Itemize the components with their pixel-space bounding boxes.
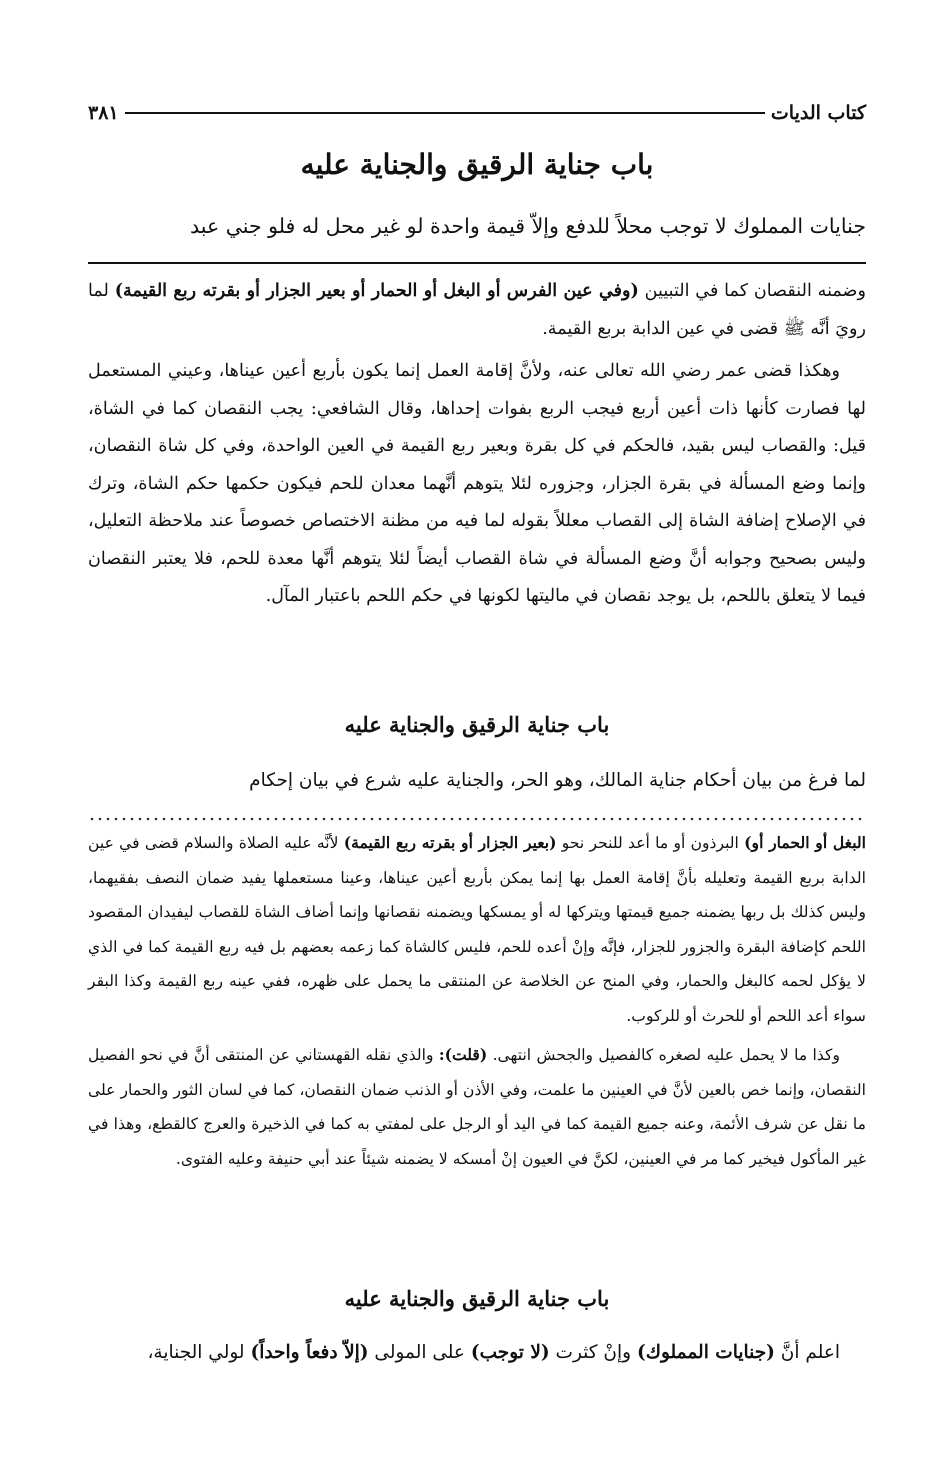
text-run: لما رويَ أنَّه ﷺ قضى في عين الدابة بربع القيمة. <box>88 281 866 339</box>
text-run: وكذا ما لا يحمل عليه لصغره كالفصيل والجحش انتهى. <box>487 1046 840 1064</box>
bold-text-run: (لا توجب) <box>470 1342 550 1363</box>
footnote-last-line <box>88 1334 866 1372</box>
bold-text-run: (قلت): <box>438 1045 488 1064</box>
footnote-separator <box>88 816 866 822</box>
footnote-paragraph <box>88 1334 866 1372</box>
text-run: اعلم أنَّ <box>774 1342 840 1363</box>
footnote-block <box>88 826 866 1176</box>
text-run: والذي نقله القهستاني عن المنتقى أنَّ في نحو الفصيل النقصان، وإنما خص بالعين لأنَّ في العينين ما علمت، وفي الأذن أو الذنب ضمان النقصان، كما في لسان الثور والحمار على ما نقل عن شرف الأئمة، وعنه جميع القيمة كما في اليد أو الرجل على لمفتي به كما في الذخيرة والعرج كالقطع، وهذا في غير المأكول فيخير كما مر في العينين، لكنَّ في العيون إنْ أمسكه لا يضمنه شيئاً عند أبي حنيفة وعليه الفتوى. <box>88 1046 866 1168</box>
commentary-paragraph: وهكذا قضى عمر رضي الله تعالى عنه، ولأنَّ إقامة العمل إنما يكون بأربع أعين عيناها، وعيني المستعمل لها فصارت كأنها ذات أعين أربع فيجب الربع بفوات إحداها، وقال الشافعي: يجب النقصان كما في الشاة، قيل: والقصاب ليس بقيد، فالحكم في كل بقرة وبعير ربع القيمة في العين الواحدة، وفي كل شاة النقصان، وإنما وضع المسألة في بقرة الجزار، وجزوره لئلا يتوهم أنَّهما معدان للحم فيكون حكمها حكم الشاة، وترك في الإصلاح إضافة الشاة إلى القصاب معللاً بقوله لما فيه من مظنة الاختصاص خصوصاً عند ملاحظة التعليل، وليس بصحيح وجوابه أنَّ وضع المسألة في شاة القصاب أيضاً لئلا يتوهم أنَّها معدة للحم، فلا يعتبر النقصان فيما لا يتعلق باللحم، بل يوجد نقصان في ماليتها لكونها في حكم اللحم باعتبار المآل. <box>88 361 866 606</box>
text-run: لولي الجناية، <box>147 1342 251 1363</box>
commentary-paragraph <box>88 272 866 348</box>
section-title: باب جناية الرقيق والجناية عليه <box>344 712 610 737</box>
text-run: وإنْ كثرت <box>549 1342 637 1363</box>
text-run: على المولى <box>368 1342 471 1363</box>
bold-text-run: (وفي عين الفرس أو البغل أو الحمار أو بعير الجزار أو بقرته ربع القيمة) <box>114 280 639 301</box>
chapter-title: باب جناية الرقيق والجناية عليه <box>300 148 654 181</box>
commentary-top <box>88 272 866 616</box>
text-run: البرذون أو ما أعد للنحر نحو <box>556 834 745 852</box>
footnote-title: باب جناية الرقيق والجناية عليه <box>344 1286 610 1311</box>
matn-text: جنايات المملوك لا توجب محلاً للدفع وإلاّ قيمة واحدة لو غير محل له فلو جني عبد <box>190 214 866 238</box>
bold-text-run: البغل أو الحمار أو) <box>744 833 866 852</box>
footnote-paragraph <box>88 1038 866 1176</box>
commentary-mid: لما فرغ من بيان أحكام جناية المالك، وهو الحر، والجناية عليه شرع في بيان إحكام <box>249 770 866 791</box>
text-run: لأنَّه عليه الصلاة والسلام قضى في عين الدابة بربع القيمة وتعليله بأنَّ إقامة العمل بها إنما يمكن بأربع أعين عيناها، وعينا مستعملها يفيد ضمان النصف بفقيهما، وليس كذلك بل ربها يضمنه جميع قيمتها ويتركها له أو يمسكها ويضمنه نقصانها وإنما أضاف الشاة للقصاب ليفيدان المقصود اللحم كإضافة البقرة والجزور للجزار، فإنَّه وإنْ أعده للحم، فليس كالشاة كما زعمه بعضهم بل فيه ربع القيمة كما في الذي لا يؤكل لحمه كالبغل والحمار، وفي المنح عن الخلاصة عن المنتقى ما يحمل على ظهره، ففي عينه ربع القيمة وكذا البقر سواء أعد اللحم أو للحرث أو للركوب. <box>88 834 866 1025</box>
matn-separator <box>88 262 866 264</box>
running-header <box>88 98 866 132</box>
text-run: وضمنه النقصان كما في التبيين <box>638 281 866 301</box>
bold-text-run: (جنايات المملوك) <box>636 1342 775 1363</box>
footnote-paragraph <box>88 826 866 1033</box>
book-title: كتاب الديات <box>770 102 866 124</box>
bold-text-run: (إلاّ دفعاً واحداً) <box>250 1342 369 1363</box>
header-rule <box>125 112 765 114</box>
bold-text-run: (بعير الجزار أو بقرته ربع القيمة) <box>343 833 557 852</box>
page-number: ٣٨١ <box>88 102 119 124</box>
